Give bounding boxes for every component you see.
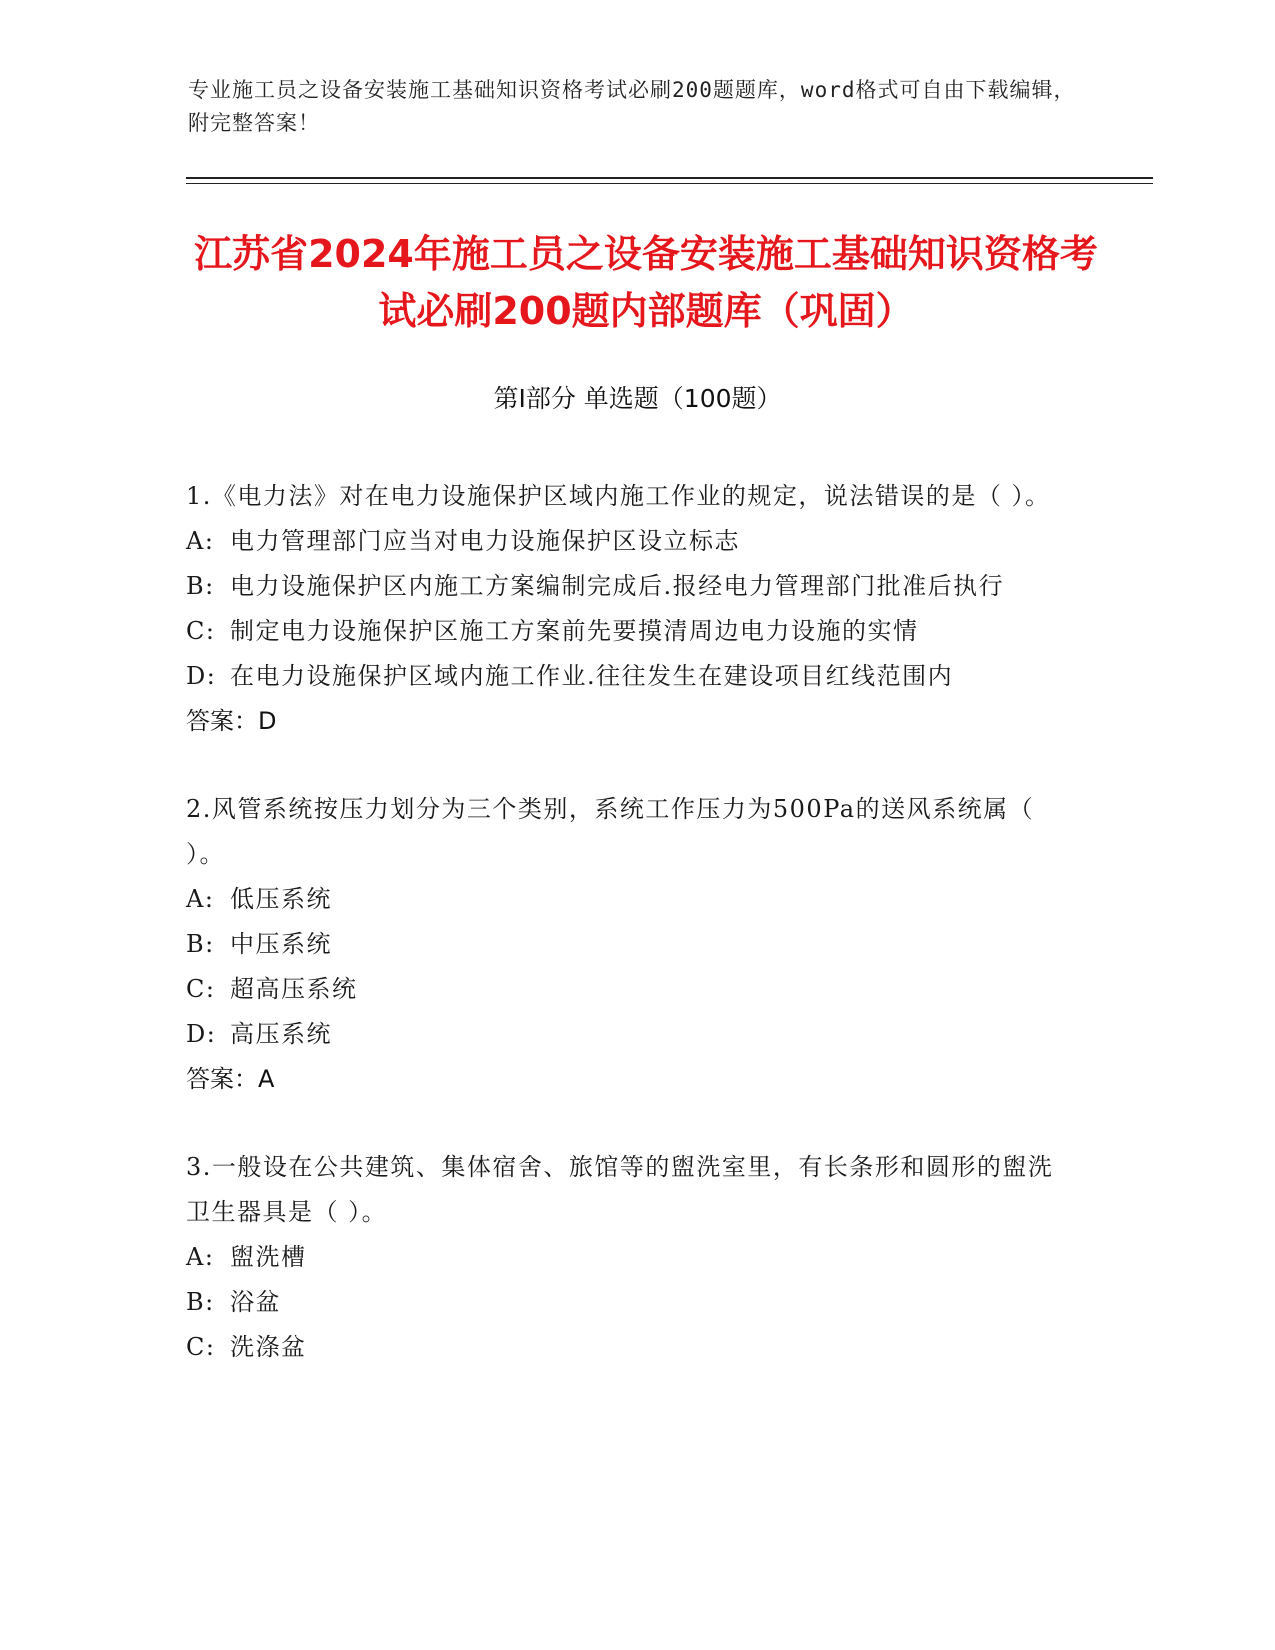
option-a bbox=[186, 1235, 1066, 1280]
question-1 bbox=[186, 474, 1066, 744]
option-c bbox=[186, 609, 1066, 654]
option-text: 中压系统 bbox=[230, 930, 332, 958]
option-letter: C: bbox=[186, 617, 216, 645]
question-2 bbox=[186, 787, 1066, 1102]
question-3 bbox=[186, 1145, 1066, 1370]
question-stem: 3.一般设在公共建筑、集体宿舍、旅馆等的盥洗室里，有长条形和圆形的盥洗卫生器具是（ ）。 bbox=[186, 1153, 1054, 1226]
option-letter: A: bbox=[186, 885, 215, 913]
option-letter: D: bbox=[186, 1020, 217, 1048]
option-letter: B: bbox=[186, 572, 215, 600]
option-text: 电力管理部门应当对电力设施保护区设立标志 bbox=[230, 527, 740, 555]
option-text: 超高压系统 bbox=[230, 975, 358, 1003]
question-stem: 1.《电力法》对在电力设施保护区域内施工作业的规定，说法错误的是（ ）。 bbox=[186, 482, 1051, 510]
option-letter: C: bbox=[186, 975, 216, 1003]
option-a bbox=[186, 877, 1066, 922]
document-title: 江苏省2024年施工员之设备安装施工基础知识资格考试必刷200题内部题库（巩固） bbox=[194, 232, 1098, 333]
section-heading: 第Ⅰ部分 单选题（100题） bbox=[493, 384, 782, 413]
option-text: 制定电力设施保护区施工方案前先要摸清周边电力设施的实情 bbox=[230, 617, 919, 645]
option-a bbox=[186, 519, 1066, 564]
option-d bbox=[186, 654, 1066, 699]
answer-label: 答案：D bbox=[186, 707, 277, 735]
option-letter: A: bbox=[186, 527, 215, 555]
option-text: 电力设施保护区内施工方案编制完成后.报经电力管理部门批准后执行 bbox=[230, 572, 1005, 600]
option-text: 在电力设施保护区域内施工作业.往往发生在建设项目红线范围内 bbox=[230, 662, 954, 690]
question-stem: 2.风管系统按压力划分为三个类别，系统工作压力为500Pa的送风系统属（ ）。 bbox=[186, 795, 1035, 868]
header-rule-thick bbox=[186, 177, 1153, 179]
option-text: 盥洗槽 bbox=[230, 1243, 307, 1271]
option-b bbox=[186, 564, 1066, 609]
option-letter: B: bbox=[186, 1288, 215, 1316]
option-d bbox=[186, 1012, 1066, 1057]
option-letter: B: bbox=[186, 930, 215, 958]
option-letter: D: bbox=[186, 662, 217, 690]
option-c bbox=[186, 1325, 1066, 1370]
option-text: 低压系统 bbox=[230, 885, 332, 913]
question-list bbox=[186, 474, 1066, 1413]
option-letter: A: bbox=[186, 1243, 215, 1271]
option-text: 浴盆 bbox=[230, 1288, 281, 1316]
option-b bbox=[186, 1280, 1066, 1325]
option-c bbox=[186, 967, 1066, 1012]
header-rule-thin bbox=[186, 183, 1153, 184]
answer-label: 答案：A bbox=[186, 1065, 275, 1093]
option-text: 高压系统 bbox=[230, 1020, 332, 1048]
header-note: 专业施工员之设备安装施工基础知识资格考试必刷200题题库，word格式可自由下载编辑，附完整答案！ bbox=[188, 78, 1076, 135]
option-text: 洗涤盆 bbox=[230, 1333, 307, 1361]
option-b bbox=[186, 922, 1066, 967]
option-letter: C: bbox=[186, 1333, 216, 1361]
